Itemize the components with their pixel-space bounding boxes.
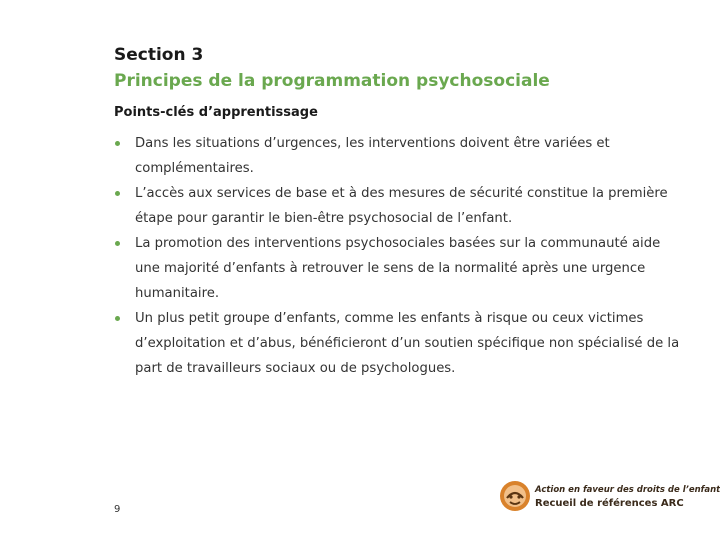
list-item [114, 181, 689, 231]
list-item-text: Dans les situations d’urgences, les interventions doivent être variées et complémentaires. [135, 136, 610, 176]
page-number: 9 [114, 504, 121, 515]
bullet-icon [115, 241, 120, 246]
bullet-icon [115, 191, 120, 196]
list-item [114, 131, 689, 181]
list-item-text: Un plus petit groupe d’enfants, comme les enfants à risque ou ceux victimes d’exploitation et d’abus, bénéficieront d’un soutien spécifique non spécialisé de la part de travailleurs sociaux ou de psychologues. [135, 311, 680, 376]
bullet-icon [115, 316, 120, 321]
logo-tagline: Action en faveur des droits de l’enfant [535, 485, 720, 495]
logo-title: Recueil de références ARC [535, 498, 684, 509]
list-item [114, 231, 689, 306]
section-label: Section 3 [114, 45, 204, 65]
list-item-text: L’accès aux services de base et à des mesures de sécurité constitue la première étape pour garantir le bien-être psychosocial de l’enfant. [135, 186, 668, 226]
key-points-heading: Points-clés d’apprentissage [114, 105, 318, 120]
arc-logo [499, 480, 720, 516]
arc-emblem-icon [499, 480, 531, 512]
key-points-list [114, 131, 689, 381]
section-title: Principes de la programmation psychosociale [114, 71, 550, 91]
bullet-icon [115, 141, 120, 146]
list-item [114, 306, 689, 381]
list-item-text: La promotion des interventions psychosociales basées sur la communauté aide une majorité d’enfants à retrouver le sens de la normalité après une urgence humanitaire. [135, 236, 661, 301]
